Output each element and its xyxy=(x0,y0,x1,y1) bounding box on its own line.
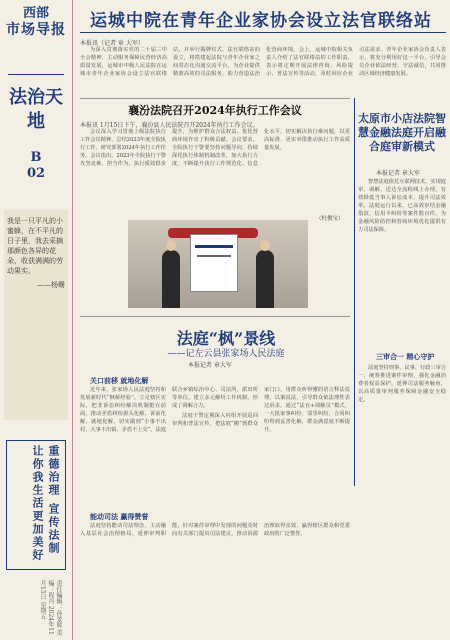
side-byline: 本报记者 章大军 xyxy=(376,170,420,177)
side-headline: 太原市小店法院智慧金融法庭开启融合庭审新模式 xyxy=(358,112,446,153)
headline-rule xyxy=(80,32,446,33)
feature-body-1: 近年来，张家场人民法庭坚持和发展新时代“枫桥经验”，立足辖区实际，把非诉讼纠纷解决机制挺在前面，推动矛盾纠纷源头化解、诉前化解、就地化解，切实做到“小事不出村、大事不出镇、矛盾不上交”。法庭联合乡镇综治中心、司法所、派出所等单位，建立多元解纷工作机制，形成了调解合力。 法庭干警定期深入村组开展巡回审判和普法宣传，把法庭“搬”到群众家门口，用群众听得懂的语言释法说理，以案说法，引导群众依法理性表达诉求。通过“法官+调解员”模式，一大批家事纠纷、邻里纠纷、合同纠纷得到妥善化解，群众满意度不断提升。 xyxy=(80,387,350,433)
edition-info: 责任编辑：孙景辉 美编：程丹 2024年11月15日 星期五 xyxy=(39,580,62,636)
person-head xyxy=(260,240,270,251)
motto-box: 重德治理 宣传法制 让你我生活更加美好 xyxy=(6,440,66,570)
masthead-top: 西部 xyxy=(22,6,49,21)
person-left xyxy=(162,250,180,308)
masthead-title: 市场导报 xyxy=(6,22,66,38)
column-divider xyxy=(354,98,355,486)
plaque xyxy=(190,234,238,292)
page-number xyxy=(8,150,64,182)
feature-subhead: ——记左云县张家场人民法庭 xyxy=(167,349,285,359)
sidebar xyxy=(0,0,73,640)
feature-divider xyxy=(80,316,350,317)
feature-byline: 本报记者 章大军 xyxy=(188,362,232,369)
lead-byline: 本报讯（记者 章 大军） xyxy=(80,40,144,47)
article2-body: 会议深入学习贯彻上级法院执行工作会议精神，总结2023年度全院执行工作，研究部署2024年执行工作任务。会议指出，2023年全院执行干警攻坚克难、担当作为，执行质效稳步提升，为维护群众合法权益、优化营商环境作出了积极贡献。会议要求，全院执行干警要坚持问题导向，持续深化执行体制机制改革，加大执行力度，不断提升执行工作规范化、信息化水平，切实解决执行难问题，以更高标准、更实举措推动执行工作高质量发展。 xyxy=(80,129,350,167)
masthead xyxy=(6,6,66,72)
person-head xyxy=(166,240,176,251)
section-divider xyxy=(80,98,350,99)
lead-body: 为深入贯彻落实党的二十届三中全会精神，主动服务保障民营经济高质量发展，运城市中级人民法院在运城市青年企业家协会设立法官联络站，并举行揭牌仪式。法官联络站的设立，将搭建起法院与青年企业家之间常态化沟通交流平台，为企业提供精准高效的司法服务，助力营造法治化营商环境。会上，运城中院相关负责人介绍了法官联络站的工作职责，表示将定期开展法律咨询、风险提示、普法宣传等活动，及时回应企业司法需求。青年企业家协会负责人表示，将充分利用好这一平台，引导会员企业依法经营、守法诚信，共同推动区域经济健康发展。 xyxy=(80,47,446,77)
poem-author: ——杨姗 xyxy=(37,281,65,289)
ceremony-photo xyxy=(128,220,308,308)
feature-headline: 法庭“枫”景线 xyxy=(176,329,276,348)
poem-text: 我是一只平凡的小蜜蜂，在不平凡的日子里，我去采摘那颜色各异的花朵，收获满满的劳动果实。 xyxy=(7,217,63,275)
plaque-line xyxy=(195,245,233,248)
lead-headline: 运城中院在青年企业家协会设立法官联络站 xyxy=(90,11,432,31)
plaque-line xyxy=(197,255,231,257)
article2-byline: 本报讯 1月15日下午，襄汾县人民法院召开2024年执行工作会议。 xyxy=(80,122,259,129)
side-body: 智慧法庭依托互联网技术，实现庭审、调解、送达全流程线上办理，有效降低当事人诉讼成本，提升司法效率。法庭运行以来，已高效审结金融借款、信用卡纠纷等案件数百件，为金融风险防控和营商环境优化提供有力司法保障。 xyxy=(358,179,446,233)
article2-headline: 襄汾法院召开2024年执行工作会议 xyxy=(128,104,302,117)
person-right xyxy=(256,250,274,308)
side-sub-body: 法庭坚持刑事、民事、行政三审合一，统筹推进案件审理，强化金融消费者权益保护，延伸司法服务触角，以高质量审判服务保障金融安全稳定。 xyxy=(358,365,446,403)
section-title: 法治天地 xyxy=(9,87,63,132)
feature-section-1: 关口前移 就地化解 xyxy=(90,376,149,385)
main-content xyxy=(76,0,450,640)
masthead-divider xyxy=(8,74,64,75)
page-letter: B xyxy=(30,150,42,165)
feature-section-2: 能动司法 赢得赞誉 xyxy=(90,512,149,521)
article2-source: （杜俊宝） xyxy=(316,216,344,222)
poem-box xyxy=(4,210,68,420)
side-subhead: 三审合一 精心守护 xyxy=(376,352,435,361)
feature-body-2: 法庭坚持能动司法理念，主动融入基层社会治理格局，延伸审判职能，针对案件审理中发现的问题及时向有关部门提出司法建议，推动诉源治理取得实效，赢得辖区群众和党委政府的广泛赞誉。 xyxy=(80,523,350,537)
page-num: 02 xyxy=(26,166,46,181)
